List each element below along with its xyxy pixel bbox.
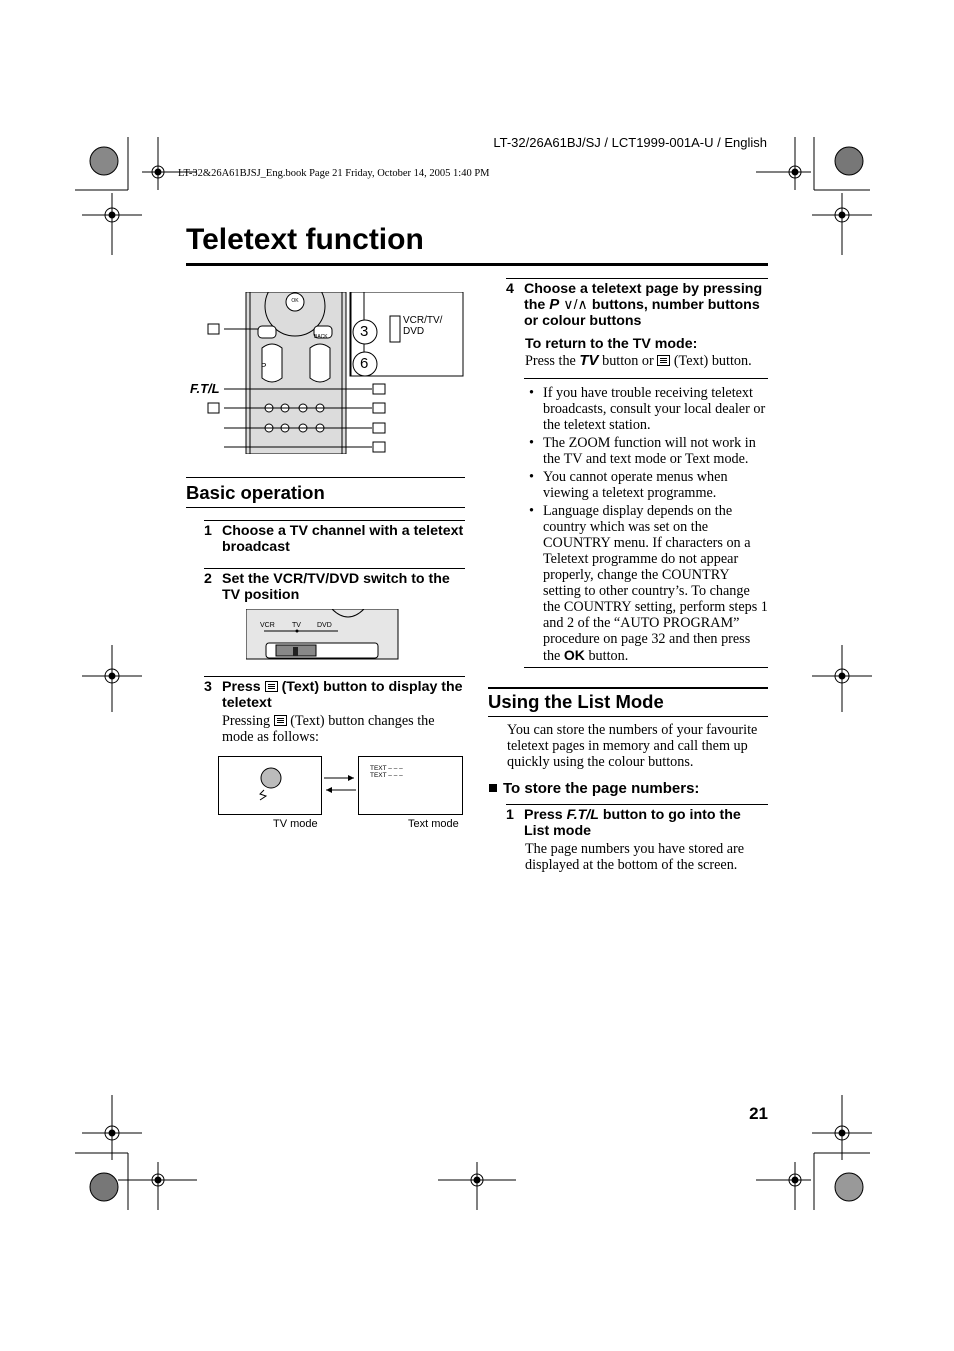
vcr-tv-dvd-label: VCR/TV/ DVD	[403, 315, 443, 337]
step-number: 2	[204, 571, 212, 587]
step-text: Set the VCR/TV/DVD switch to the TV position	[222, 571, 450, 603]
arrows-glyph: ∨/∧	[563, 297, 588, 313]
store-subheading-text: To store the page numbers:	[503, 780, 700, 797]
basic-operation-bottom-rule	[186, 507, 465, 508]
note-text: Language display depends on the country which was set on the COUNTRY menu. If characters on a Teletext programme do not appear properly, change the COUNTRY setting to other country’s. To change the COUNTRY setting, perform steps 1 and 2 of the “AUTO PROGRAM” procedure on page 32 and then press the	[543, 503, 768, 664]
text-button-icon	[657, 355, 670, 366]
step4-text-b: buttons, number buttons or colour buttons	[524, 297, 760, 329]
list-mode-bottom-rule	[488, 716, 768, 717]
square-bullet-icon	[489, 784, 497, 792]
list-mode-intro: You can store the numbers of your favourite teletext pages in memory and call them up quickly using the colour buttons.	[507, 722, 758, 770]
switch-label-tv: TV	[292, 622, 301, 629]
text-mode-lines	[370, 765, 403, 779]
return-body-b: button or	[602, 353, 654, 369]
ftl-glyph: F.T/L	[566, 807, 599, 823]
step-number: 4	[506, 281, 514, 297]
note-item: • If you have trouble receiving teletext broadcasts, consult your local dealer or the teletext station.	[524, 385, 768, 433]
step3-body-b: (Text) button changes the mode as follows:	[222, 713, 435, 745]
step4-text-a: Choose a teletext page by pressing the	[524, 281, 763, 313]
back-label: BACK	[314, 334, 328, 340]
step-number: 1	[506, 807, 514, 823]
step-text-b: (Text) button to display the teletext	[222, 679, 463, 711]
p-glyph: P	[549, 296, 560, 313]
step-number: 3	[204, 679, 212, 695]
basic-operation-heading: Basic operation	[186, 482, 325, 503]
list-step1-text-b: button to go into the List mode	[524, 807, 741, 839]
return-body	[525, 353, 768, 369]
ftl-label: F.T/L	[190, 381, 220, 396]
store-subheading	[489, 780, 699, 797]
step-4	[506, 281, 768, 329]
step2-rule	[204, 568, 465, 569]
step-number: 1	[204, 523, 212, 539]
step-1	[204, 523, 465, 555]
switch-label-vcr: VCR	[260, 622, 275, 629]
step-text-a: Press	[222, 679, 261, 695]
return-heading: To return to the TV mode:	[525, 336, 698, 352]
step3-body	[222, 713, 465, 745]
note-item: • The ZOOM function will not work in the TV and text mode or Text mode.	[524, 435, 768, 467]
switch-illustration	[246, 609, 400, 661]
step3-body-a: Pressing	[222, 713, 271, 729]
list-step1-rule	[506, 804, 768, 805]
step-3	[204, 679, 465, 711]
remote-figure	[190, 292, 465, 454]
ok-glyph: OK	[563, 647, 585, 663]
text-line-1: TEXT – – –	[370, 765, 403, 772]
tv-mode-caption: TV mode	[273, 818, 318, 830]
mode-change-figure	[218, 756, 464, 832]
list-mode-heading: Using the List Mode	[488, 691, 664, 712]
step1-rule	[204, 520, 465, 521]
mode-diagram	[218, 756, 464, 816]
ok-label: OK	[291, 298, 299, 304]
note-item-country	[524, 503, 768, 664]
step3-rule	[204, 676, 465, 677]
notes-top-rule	[524, 378, 768, 379]
list-mode-top-rule	[488, 687, 768, 689]
return-body-c: (Text) button.	[673, 353, 752, 369]
basic-operation-top-rule	[186, 477, 465, 478]
step-text: Choose a TV channel with a teletext broadcast	[222, 523, 464, 555]
tv-glyph: TV	[579, 352, 599, 369]
vcr-switch-figure	[246, 609, 400, 661]
p-label: P	[261, 362, 267, 371]
title-rule	[186, 263, 768, 266]
page-number: 21	[749, 1104, 768, 1123]
digit-3: 3	[360, 323, 369, 340]
page-title: Teletext function	[186, 223, 424, 256]
notes-list	[524, 385, 768, 666]
text-line-2: TEXT – – –	[370, 772, 403, 779]
notes-bottom-rule	[524, 667, 768, 668]
book-info-line: LT-32&26A61BJSJ_Eng.book Page 21 Friday, October 14, 2005 1:40 PM	[178, 168, 490, 179]
step4-rule	[506, 278, 768, 279]
return-body-a: Press the	[525, 353, 576, 369]
text-button-icon	[265, 681, 278, 692]
list-step1-text-a: Press	[524, 807, 563, 823]
list-step-1	[506, 807, 768, 839]
note-end: button.	[588, 648, 629, 664]
switch-label-dvd: DVD	[317, 622, 332, 629]
text-mode-caption: Text mode	[408, 818, 459, 830]
text-button-icon	[274, 715, 287, 726]
note-item: • You cannot operate menus when viewing a teletext programme.	[524, 469, 768, 501]
digit-6: 6	[360, 355, 369, 372]
doc-reference: LT-32/26A61BJ/SJ / LCT1999-001A-U / English	[493, 135, 767, 150]
step-2	[204, 571, 465, 603]
list-step1-body: The page numbers you have stored are displayed at the bottom of the screen.	[525, 841, 745, 873]
